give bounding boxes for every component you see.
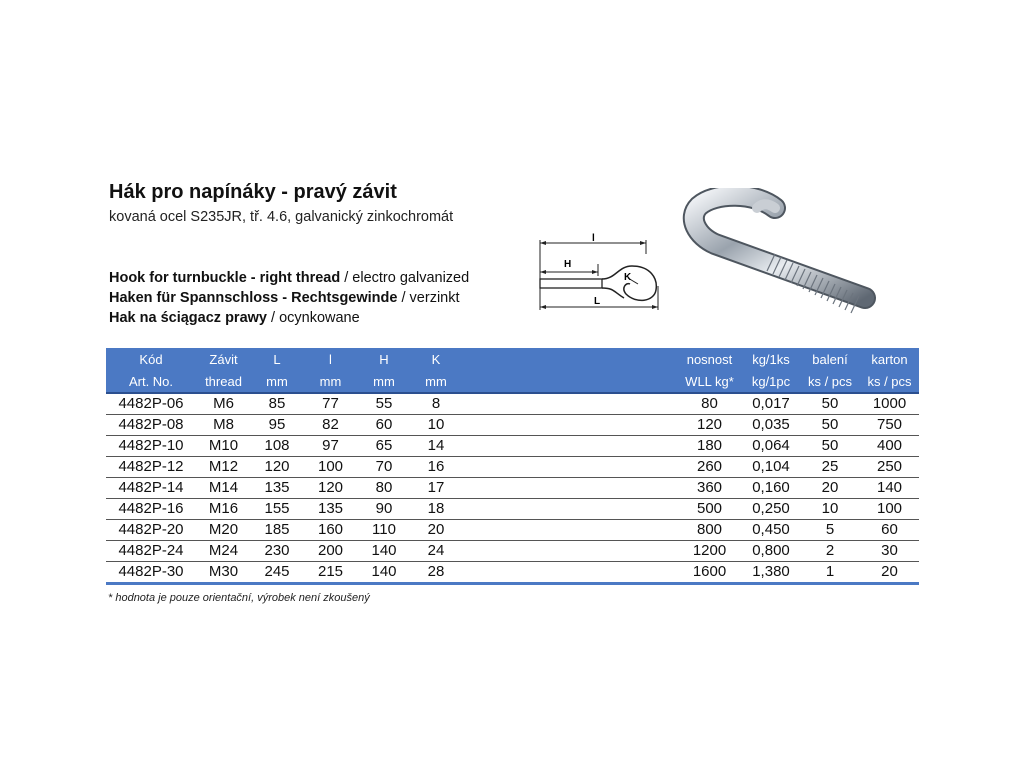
cell-spacer bbox=[462, 457, 677, 478]
table-header-row bbox=[106, 348, 919, 370]
cell-h: 140 bbox=[358, 541, 410, 562]
cell-package: 50 bbox=[800, 393, 860, 415]
cell-spacer bbox=[462, 541, 677, 562]
cell-load: 1200 bbox=[677, 541, 742, 562]
description-polish-rest: / ocynkowane bbox=[266, 310, 360, 326]
cell-length-l-small: 160 bbox=[303, 520, 358, 541]
cell-carton: 30 bbox=[860, 541, 919, 562]
cell-load: 80 bbox=[677, 393, 742, 415]
header-thread: Závit bbox=[196, 348, 251, 370]
description-polish-bold: Hak na ściągacz prawy bbox=[109, 310, 267, 326]
cell-load: 360 bbox=[677, 478, 742, 499]
cell-package: 50 bbox=[800, 415, 860, 436]
cell-spacer bbox=[462, 478, 677, 499]
cell-length-l-small: 120 bbox=[303, 478, 358, 499]
header-carton-unit: ks / pcs bbox=[860, 370, 919, 393]
header-package: balení bbox=[800, 348, 860, 370]
cell-length-l-small: 97 bbox=[303, 436, 358, 457]
cell-package: 25 bbox=[800, 457, 860, 478]
drawing-label-l: l bbox=[592, 233, 595, 244]
cell-code: 4482P-12 bbox=[106, 457, 196, 478]
cell-spacer bbox=[462, 436, 677, 457]
cell-thread: M14 bbox=[196, 478, 251, 499]
cell-load: 1600 bbox=[677, 562, 742, 584]
cell-code: 4482P-16 bbox=[106, 499, 196, 520]
header-thread-sub: thread bbox=[196, 370, 251, 393]
cell-length-l: 85 bbox=[251, 393, 303, 415]
cell-spacer bbox=[462, 520, 677, 541]
table-row bbox=[106, 457, 919, 478]
drawing-label-h: H bbox=[564, 259, 572, 270]
header-weight-unit: kg/1pc bbox=[742, 370, 800, 393]
cell-k: 8 bbox=[410, 393, 462, 415]
cell-k: 20 bbox=[410, 520, 462, 541]
cell-code: 4482P-10 bbox=[106, 436, 196, 457]
cell-carton: 100 bbox=[860, 499, 919, 520]
cell-thread: M16 bbox=[196, 499, 251, 520]
cell-carton: 1000 bbox=[860, 393, 919, 415]
cell-length-l-small: 82 bbox=[303, 415, 358, 436]
cell-package: 2 bbox=[800, 541, 860, 562]
header-code-sub: Art. No. bbox=[106, 370, 196, 393]
cell-length-l: 95 bbox=[251, 415, 303, 436]
cell-length-l-small: 200 bbox=[303, 541, 358, 562]
cell-weight: 1,380 bbox=[742, 562, 800, 584]
header-load-unit: WLL kg* bbox=[677, 370, 742, 393]
cell-h: 80 bbox=[358, 478, 410, 499]
cell-weight: 0,800 bbox=[742, 541, 800, 562]
cell-package: 20 bbox=[800, 478, 860, 499]
cell-length-l: 120 bbox=[251, 457, 303, 478]
cell-h: 110 bbox=[358, 520, 410, 541]
cell-carton: 400 bbox=[860, 436, 919, 457]
cell-thread: M6 bbox=[196, 393, 251, 415]
description-english bbox=[109, 270, 469, 286]
cell-h: 60 bbox=[358, 415, 410, 436]
cell-carton: 750 bbox=[860, 415, 919, 436]
cell-carton: 250 bbox=[860, 457, 919, 478]
cell-h: 90 bbox=[358, 499, 410, 520]
cell-weight: 0,064 bbox=[742, 436, 800, 457]
cell-load: 500 bbox=[677, 499, 742, 520]
cell-h: 65 bbox=[358, 436, 410, 457]
header-length-l-small: l bbox=[303, 348, 358, 370]
cell-k: 14 bbox=[410, 436, 462, 457]
cell-weight: 0,104 bbox=[742, 457, 800, 478]
table-row bbox=[106, 562, 919, 584]
cell-length-l: 185 bbox=[251, 520, 303, 541]
cell-carton: 140 bbox=[860, 478, 919, 499]
cell-h: 140 bbox=[358, 562, 410, 584]
cell-code: 4482P-24 bbox=[106, 541, 196, 562]
drawing-label-k: K bbox=[624, 272, 632, 283]
cell-k: 24 bbox=[410, 541, 462, 562]
table-row bbox=[106, 415, 919, 436]
cell-package: 1 bbox=[800, 562, 860, 584]
cell-length-l: 108 bbox=[251, 436, 303, 457]
header-h-unit: mm bbox=[358, 370, 410, 393]
cell-thread: M8 bbox=[196, 415, 251, 436]
cell-k: 17 bbox=[410, 478, 462, 499]
cell-weight: 0,450 bbox=[742, 520, 800, 541]
cell-code: 4482P-08 bbox=[106, 415, 196, 436]
cell-spacer bbox=[462, 415, 677, 436]
header-k: K bbox=[410, 348, 462, 370]
table-row bbox=[106, 499, 919, 520]
cell-k: 18 bbox=[410, 499, 462, 520]
cell-load: 180 bbox=[677, 436, 742, 457]
drawing-label-l-total: L bbox=[594, 296, 601, 307]
cell-weight: 0,250 bbox=[742, 499, 800, 520]
cell-k: 16 bbox=[410, 457, 462, 478]
cell-load: 800 bbox=[677, 520, 742, 541]
specification-table bbox=[106, 348, 919, 585]
table-row bbox=[106, 436, 919, 457]
cell-length-l: 245 bbox=[251, 562, 303, 584]
description-english-rest: / electro galvanized bbox=[340, 270, 470, 286]
table-header-row-units bbox=[106, 370, 919, 393]
product-subtitle: kovaná ocel S235JR, tř. 4.6, galvanický zinkochromát bbox=[109, 209, 454, 225]
cell-weight: 0,160 bbox=[742, 478, 800, 499]
header-length-l: L bbox=[251, 348, 303, 370]
cell-package: 5 bbox=[800, 520, 860, 541]
cell-code: 4482P-30 bbox=[106, 562, 196, 584]
cell-spacer bbox=[462, 562, 677, 584]
hook-product-photo bbox=[675, 188, 895, 324]
cell-k: 10 bbox=[410, 415, 462, 436]
header-load: nosnost bbox=[677, 348, 742, 370]
header-code: Kód bbox=[106, 348, 196, 370]
header-carton: karton bbox=[860, 348, 919, 370]
cell-thread: M20 bbox=[196, 520, 251, 541]
cell-carton: 60 bbox=[860, 520, 919, 541]
description-polish bbox=[109, 310, 360, 326]
description-english-bold: Hook for turnbuckle - right thread bbox=[109, 270, 341, 286]
cell-k: 28 bbox=[410, 562, 462, 584]
footnote: * hodnota je pouze orientační, výrobek není zkoušený bbox=[108, 592, 370, 604]
cell-thread: M10 bbox=[196, 436, 251, 457]
cell-h: 70 bbox=[358, 457, 410, 478]
header-spacer-sub bbox=[462, 370, 677, 393]
cell-length-l-small: 135 bbox=[303, 499, 358, 520]
cell-thread: M12 bbox=[196, 457, 251, 478]
product-title: Hák pro napínáky - pravý závit bbox=[109, 181, 397, 203]
cell-length-l: 135 bbox=[251, 478, 303, 499]
header-k-unit: mm bbox=[410, 370, 462, 393]
header-spacer bbox=[462, 348, 677, 370]
cell-spacer bbox=[462, 393, 677, 415]
cell-package: 10 bbox=[800, 499, 860, 520]
cell-code: 4482P-14 bbox=[106, 478, 196, 499]
cell-weight: 0,035 bbox=[742, 415, 800, 436]
description-german-bold: Haken für Spannschloss - Rechtsgewinde bbox=[109, 290, 398, 306]
header-length-l-small-unit: mm bbox=[303, 370, 358, 393]
cell-weight: 0,017 bbox=[742, 393, 800, 415]
description-german bbox=[109, 290, 460, 306]
cell-length-l: 230 bbox=[251, 541, 303, 562]
cell-code: 4482P-20 bbox=[106, 520, 196, 541]
table-row bbox=[106, 520, 919, 541]
hook-dimension-drawing bbox=[526, 230, 666, 318]
header-weight: kg/1ks bbox=[742, 348, 800, 370]
cell-length-l: 155 bbox=[251, 499, 303, 520]
cell-load: 120 bbox=[677, 415, 742, 436]
table-row bbox=[106, 541, 919, 562]
cell-length-l-small: 215 bbox=[303, 562, 358, 584]
cell-h: 55 bbox=[358, 393, 410, 415]
table-row bbox=[106, 478, 919, 499]
cell-thread: M30 bbox=[196, 562, 251, 584]
cell-package: 50 bbox=[800, 436, 860, 457]
header-package-unit: ks / pcs bbox=[800, 370, 860, 393]
cell-code: 4482P-06 bbox=[106, 393, 196, 415]
cell-spacer bbox=[462, 499, 677, 520]
description-german-rest: / verzinkt bbox=[397, 290, 460, 306]
table-row bbox=[106, 393, 919, 415]
cell-length-l-small: 100 bbox=[303, 457, 358, 478]
cell-length-l-small: 77 bbox=[303, 393, 358, 415]
header-length-l-unit: mm bbox=[251, 370, 303, 393]
cell-thread: M24 bbox=[196, 541, 251, 562]
header-h: H bbox=[358, 348, 410, 370]
cell-carton: 20 bbox=[860, 562, 919, 584]
cell-load: 260 bbox=[677, 457, 742, 478]
table-body bbox=[106, 393, 919, 584]
